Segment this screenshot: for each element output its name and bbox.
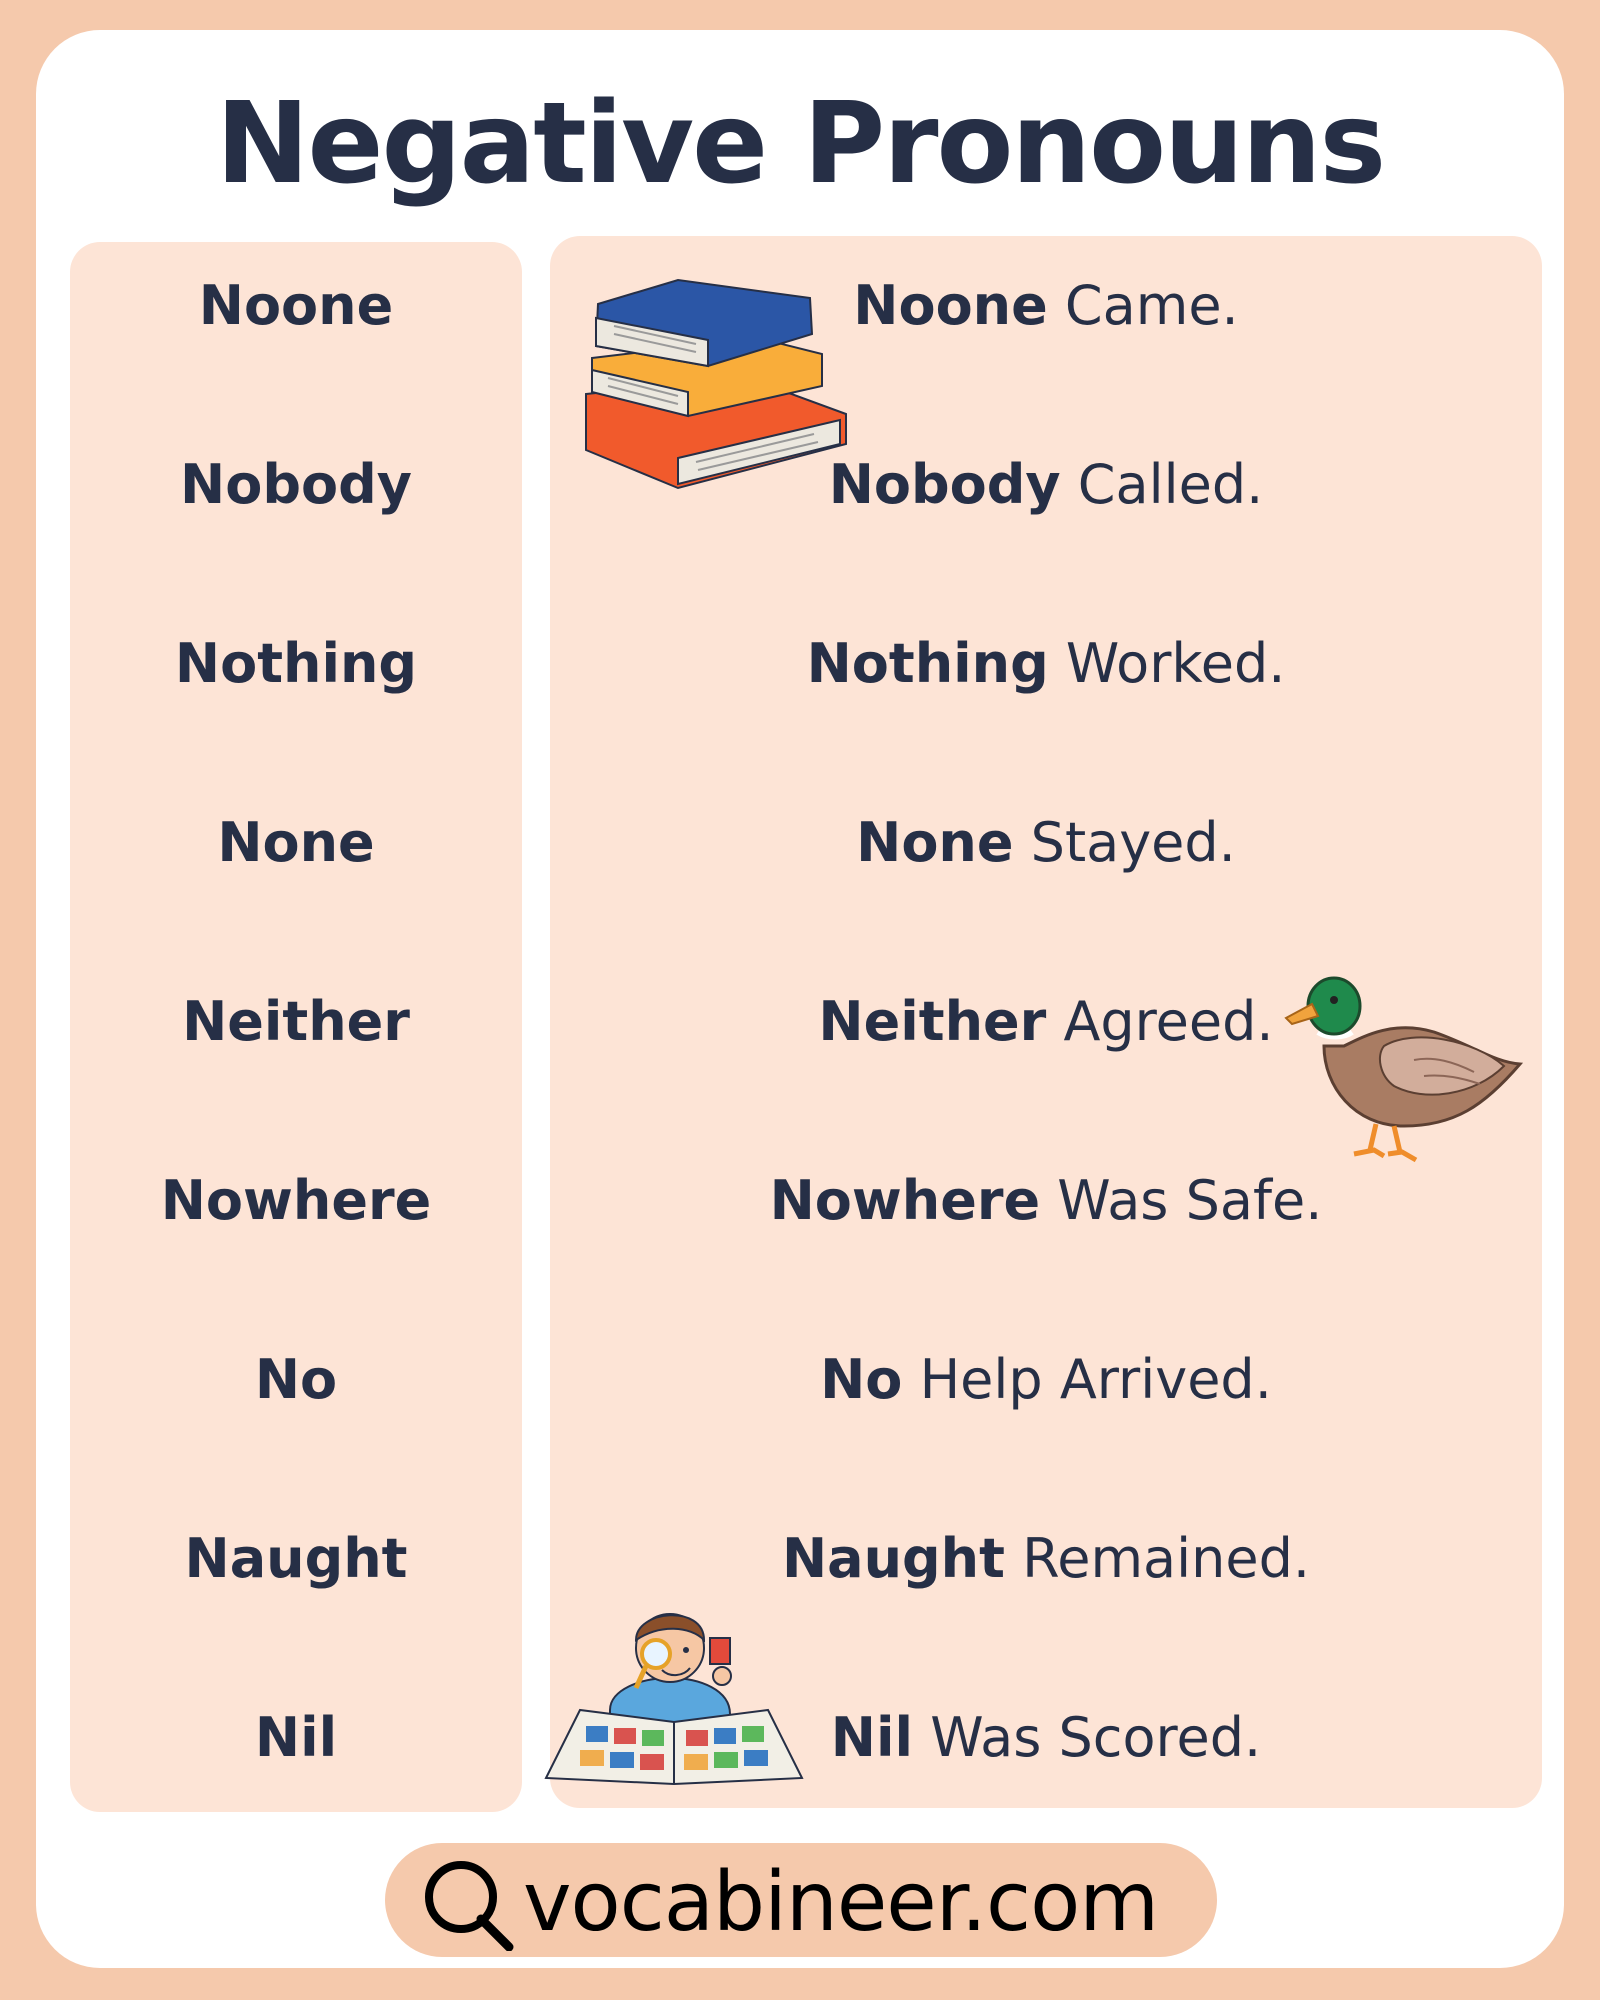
sentence-rest: Worked. — [1065, 632, 1286, 695]
pronoun-item: Neither — [182, 990, 410, 1053]
pronoun-item: Nowhere — [160, 1169, 432, 1232]
example-sentence — [550, 1527, 1542, 1591]
pronoun-item: Nil — [254, 1706, 338, 1769]
sentence-keyword: Nothing — [806, 632, 1049, 695]
sentence-rest: Called. — [1077, 453, 1264, 516]
pronoun-item: Noone — [198, 274, 394, 337]
website-url[interactable]: vocabineer.com — [523, 1855, 1159, 1950]
sentence-rest: Help Arrived. — [919, 1348, 1272, 1411]
pronoun-list — [70, 242, 522, 1812]
sentence-keyword: No — [820, 1348, 903, 1411]
duck-icon — [1284, 976, 1524, 1166]
sentence-keyword: None — [856, 811, 1014, 874]
pronoun-item: No — [254, 1348, 338, 1411]
books-stack-icon — [578, 274, 848, 494]
sentence-rest: Was Safe. — [1057, 1169, 1323, 1232]
sentence-keyword: Nowhere — [769, 1169, 1041, 1232]
pronoun-item: Naught — [184, 1527, 408, 1590]
sentence-rest: Agreed. — [1063, 990, 1274, 1053]
sentence-rest: Came. — [1064, 274, 1239, 337]
example-sentence — [550, 632, 1542, 696]
sentence-keyword: Neither — [818, 990, 1047, 1053]
website-badge[interactable] — [385, 1843, 1217, 1957]
sentence-rest: Remained. — [1022, 1527, 1311, 1590]
example-sentence — [550, 1348, 1542, 1412]
sentence-keyword: Noone — [853, 274, 1048, 337]
pronoun-item: Nobody — [180, 453, 412, 516]
pronoun-item: None — [217, 811, 375, 874]
boy-with-magnifier-icon — [540, 1590, 810, 1790]
sentence-keyword: Naught — [781, 1527, 1005, 1590]
example-sentence — [550, 811, 1542, 875]
sentence-rest: Was Scored. — [930, 1706, 1262, 1769]
example-sentence — [550, 1169, 1542, 1233]
magnifier-icon — [419, 1855, 515, 1951]
pronoun-item: Nothing — [174, 632, 418, 695]
page-title: Negative Pronouns — [215, 79, 1385, 209]
sentence-keyword: Nobody — [828, 453, 1061, 516]
sentence-keyword: Nil — [830, 1706, 914, 1769]
sentence-rest: Stayed. — [1030, 811, 1236, 874]
